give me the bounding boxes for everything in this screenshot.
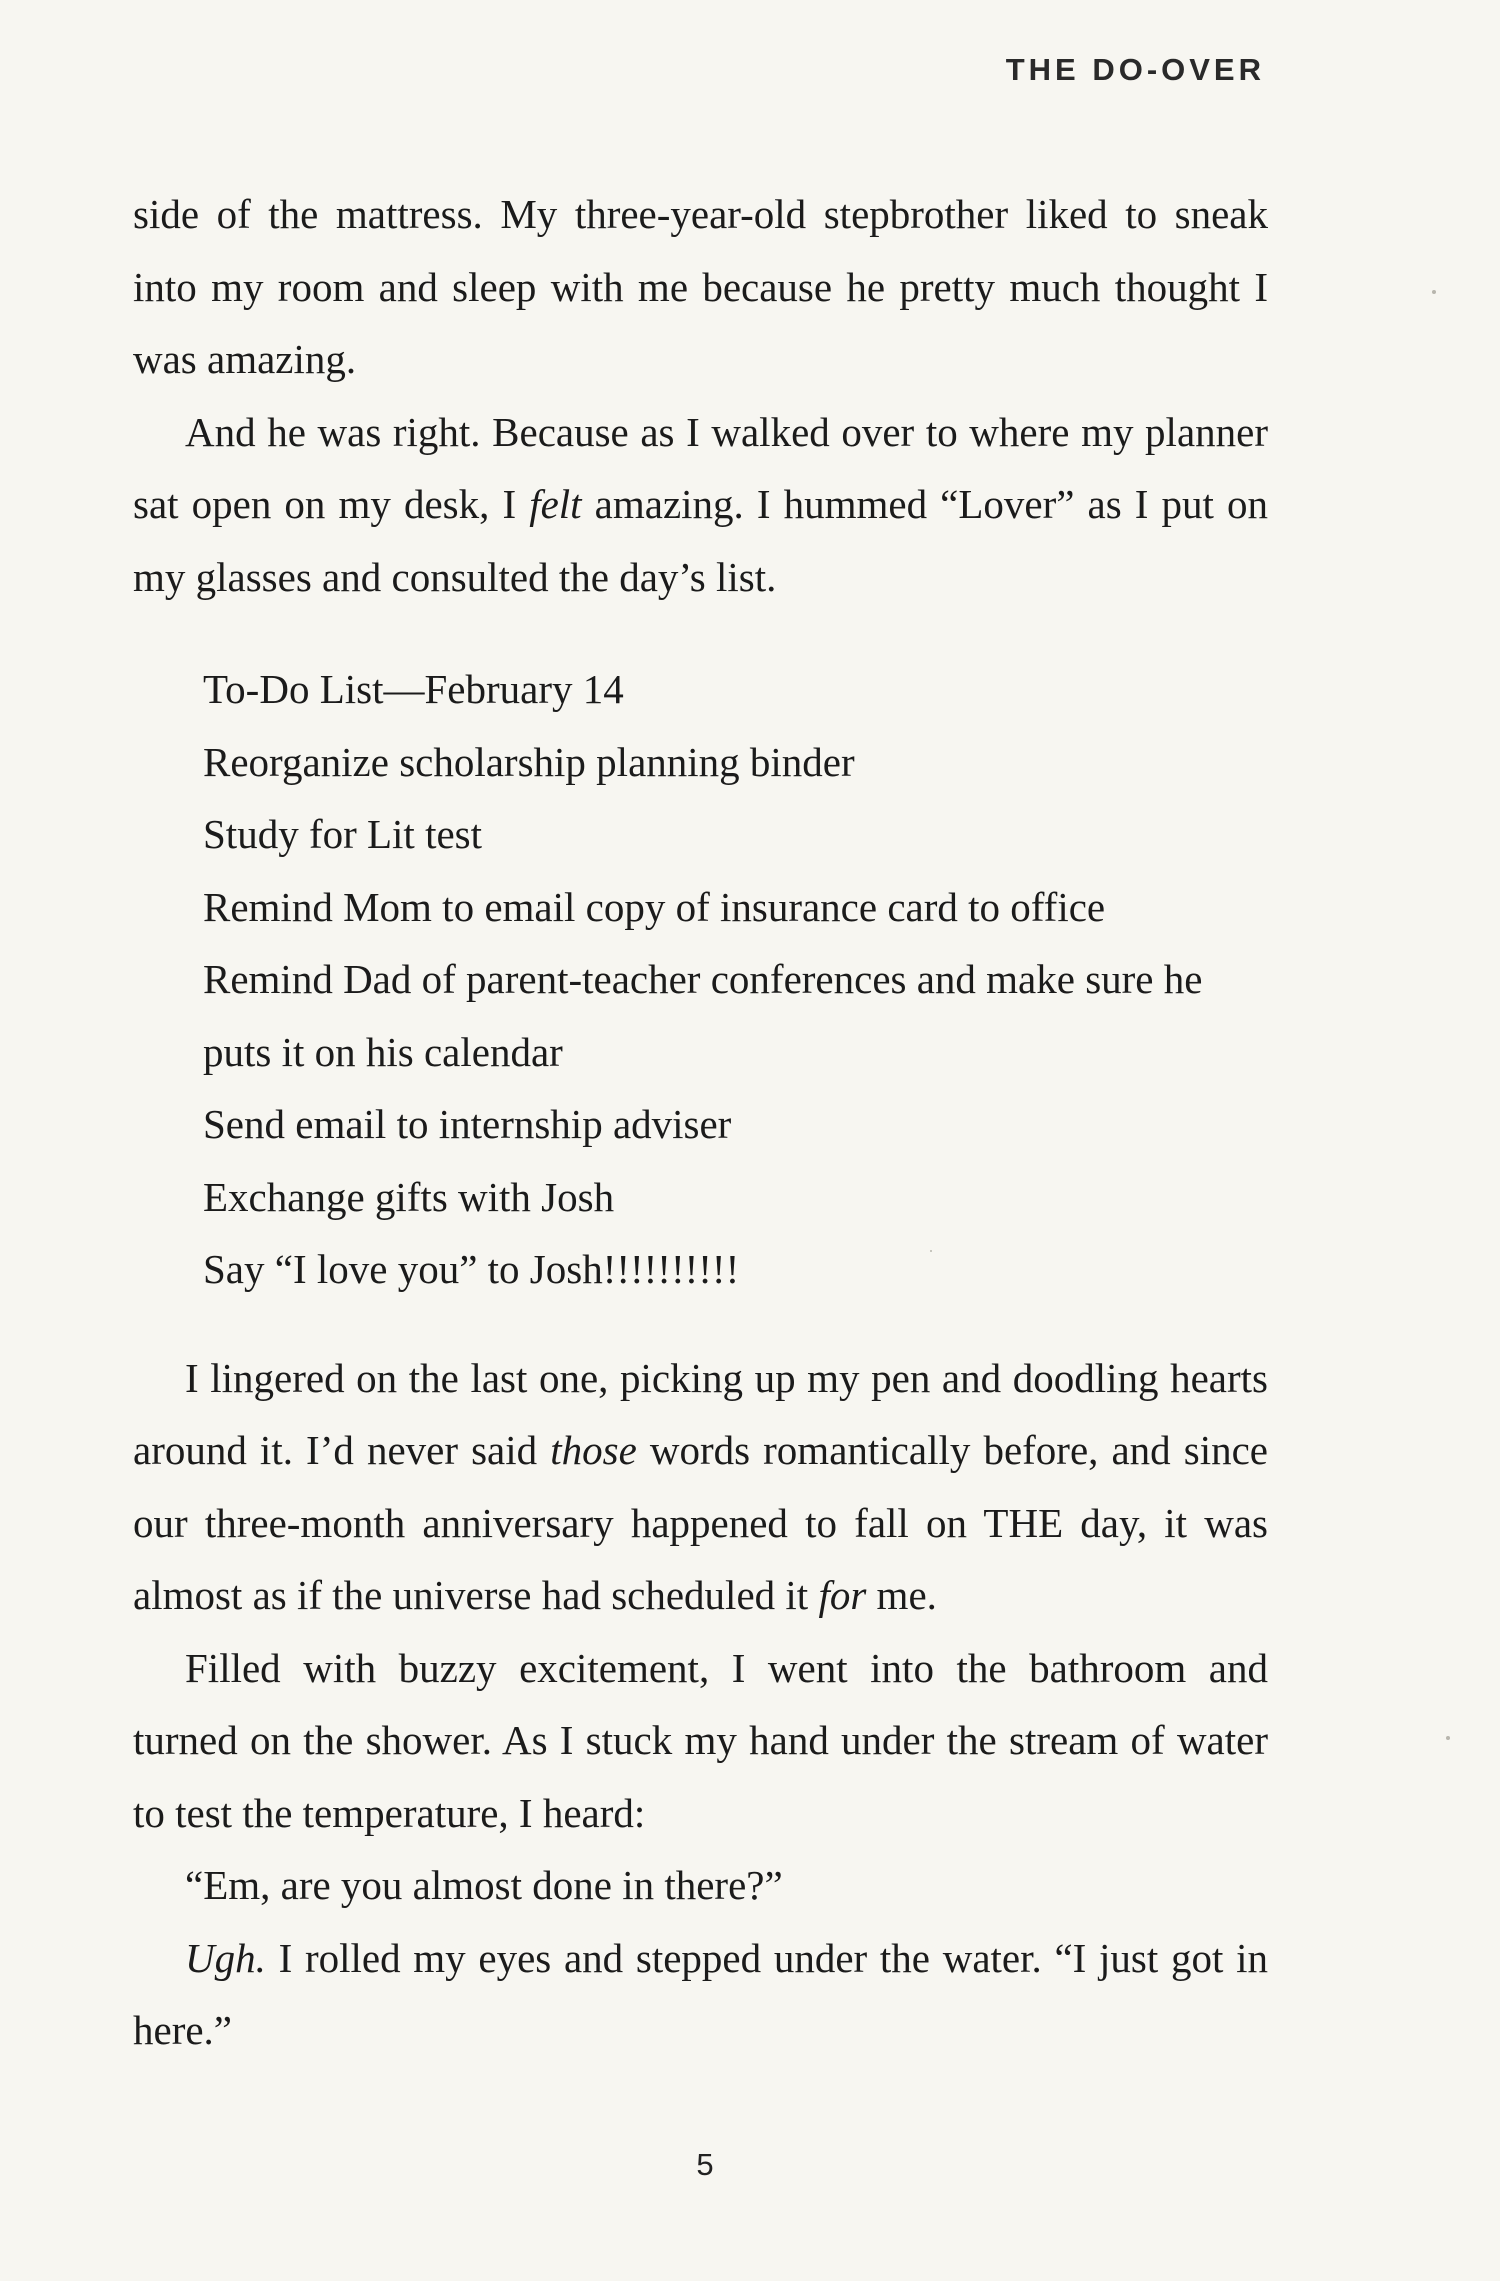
todo-item: Say “I love you” to Josh!!!!!!!!!!: [203, 1246, 740, 1292]
paragraph-lingered: I lingered on the last one, picking up my pen and doodling hearts around it. I’d never said those words romantically before, and since our three-month anniversary happened to fall on THE day, it was almost as if the universe had scheduled it for me.: [133, 1354, 1268, 1618]
running-head: THE DO-OVER: [1005, 52, 1265, 87]
paper-speck: [1446, 1736, 1450, 1740]
todo-item: Remind Dad of parent-teacher conferences and make sure he puts it on his calendar: [203, 956, 1203, 1075]
body-text: [133, 178, 1268, 2067]
todo-item: Send email to internship adviser: [203, 1101, 732, 1147]
paragraph-opening: side of the mattress. My three-year-old stepbrother liked to sneak into my room and sleep with me because he pretty much thought I was amazing.: [133, 191, 1268, 382]
paragraph-dialogue: “Em, are you almost done in there?”: [185, 1862, 783, 1908]
todo-list-title: To-Do List—February 14: [203, 666, 624, 712]
emphasis-ugh: Ugh.: [185, 1934, 266, 1981]
emphasis-for: for: [818, 1572, 867, 1618]
todo-item: Study for Lit test: [203, 811, 483, 857]
page-number: 5: [696, 2147, 714, 2182]
paper-speck: [1432, 290, 1436, 294]
todo-item: Exchange gifts with Josh: [203, 1173, 615, 1220]
paper-speck: [930, 1250, 932, 1252]
paragraph-planner: And he was right. Because as I walked over to where my planner sat open on my desk, I felt amazing. I hummed “Lover” as I put on my glasses and consulted the day’s list.: [133, 408, 1268, 600]
paragraph-shower: Filled with buzzy excitement, I went into the bathroom and turned on the shower. As I stuck my hand under the stream of water to test the temperature, I heard:: [133, 1644, 1268, 1836]
todo-item: Reorganize scholarship planning binder: [203, 738, 855, 785]
paragraph-ugh: Ugh. I rolled my eyes and stepped under the water. “I just got in here.”: [133, 1934, 1268, 2053]
emphasis-felt: felt: [529, 481, 582, 527]
emphasis-those: those: [550, 1427, 637, 1473]
todo-item: Remind Mom to email copy of insurance card to office: [203, 883, 1106, 930]
todo-list: [203, 653, 1268, 1306]
